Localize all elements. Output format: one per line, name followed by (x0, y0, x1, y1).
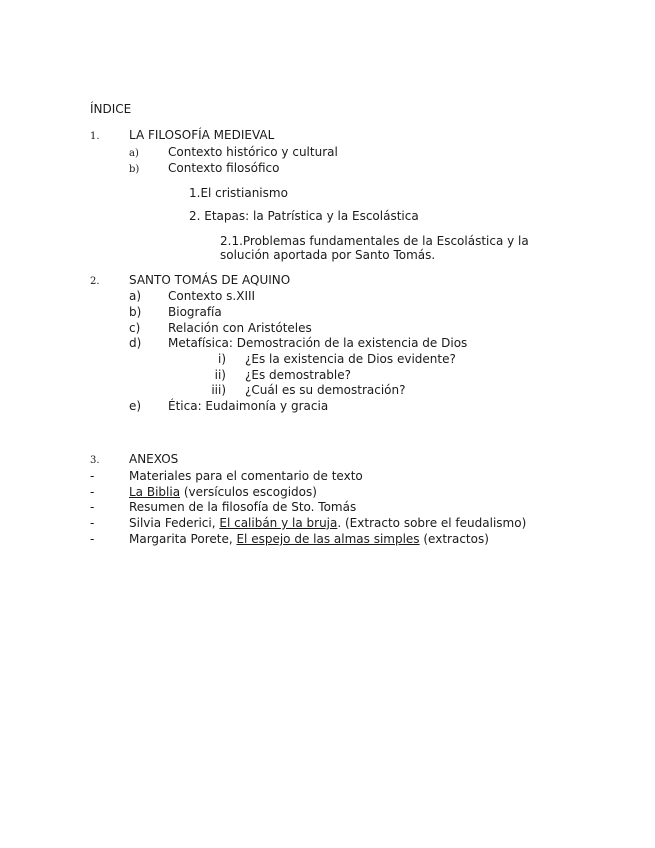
biblia-rest: (versículos escogidos) (180, 485, 317, 499)
sub-item-cristianismo: 1.El cristianismo (189, 186, 288, 200)
bullet: - (90, 469, 95, 483)
section-2-item-c: Relación con Aristóteles (168, 321, 312, 335)
anexo-materiales: Materiales para el comentario de texto (129, 469, 363, 483)
porete-author: Margarita Porete, (129, 532, 237, 546)
section-2-item-b-marker: b) (129, 305, 142, 319)
section-1-heading: LA FILOSOFÍA MEDIEVAL (129, 128, 275, 142)
section-2-heading: SANTO TOMÁS DE AQUINO (129, 273, 291, 287)
roman-item-i-marker: i) (217, 352, 226, 366)
section-2-item-d: Metafísica: Demostración de la existencia de Dios (168, 336, 468, 350)
roman-item-iii: ¿Cuál es su demostración? (245, 383, 406, 397)
section-2-number: 2. (90, 276, 100, 287)
section-1-item-b-marker: b) (129, 164, 140, 175)
sub-item-etapas: 2. Etapas: la Patrística y la Escolástica (189, 209, 419, 223)
section-2-item-e: Ética: Eudaimonía y gracia (168, 399, 329, 413)
section-2-item-b: Biografía (168, 305, 222, 319)
anexo-porete (129, 532, 489, 547)
federici-author: Silvia Federici, (129, 516, 220, 530)
section-2-item-e-marker: e) (129, 399, 142, 413)
bullet: - (90, 485, 95, 499)
section-2-item-c-marker: c) (129, 321, 141, 335)
bullet: - (90, 532, 95, 546)
section-1-item-a: Contexto histórico y cultural (168, 145, 338, 159)
section-1-number: 1. (90, 131, 100, 142)
porete-rest: (extractos) (419, 532, 489, 546)
section-1-item-a-marker: a) (129, 148, 139, 159)
sub-sub-item-line-1: 2.1.Problemas fundamentales de la Escolástica y la (220, 234, 529, 248)
anexo-federici (129, 516, 526, 531)
federici-rest: . (Extracto sobre el feudalismo) (337, 516, 527, 530)
section-2-item-d-marker: d) (129, 336, 142, 350)
section-2-item-a-marker: a) (129, 289, 142, 303)
porete-title: El espejo de las almas simples (236, 532, 420, 546)
bullet: - (90, 500, 95, 514)
roman-item-ii-marker: ii) (214, 368, 226, 382)
anexo-biblia (129, 485, 317, 500)
roman-item-i: ¿Es la existencia de Dios evidente? (245, 352, 456, 366)
section-3-heading: ANEXOS (129, 452, 179, 466)
roman-item-iii-marker: iii) (211, 383, 226, 397)
biblia-title: La Biblia (129, 485, 181, 499)
federici-title: El calibán y la bruja (219, 516, 338, 530)
section-3-number: 3. (90, 455, 100, 466)
section-1-item-b: Contexto filosófico (168, 161, 280, 175)
anexo-resumen: Resumen de la filosofía de Sto. Tomás (129, 500, 357, 514)
sub-sub-item-line-2: solución aportada por Santo Tomás. (220, 248, 436, 262)
section-2-item-a: Contexto s.XIII (168, 289, 256, 303)
bullet: - (90, 516, 95, 530)
roman-item-ii: ¿Es demostrable? (245, 368, 351, 382)
index-title: ÍNDICE (90, 102, 132, 116)
